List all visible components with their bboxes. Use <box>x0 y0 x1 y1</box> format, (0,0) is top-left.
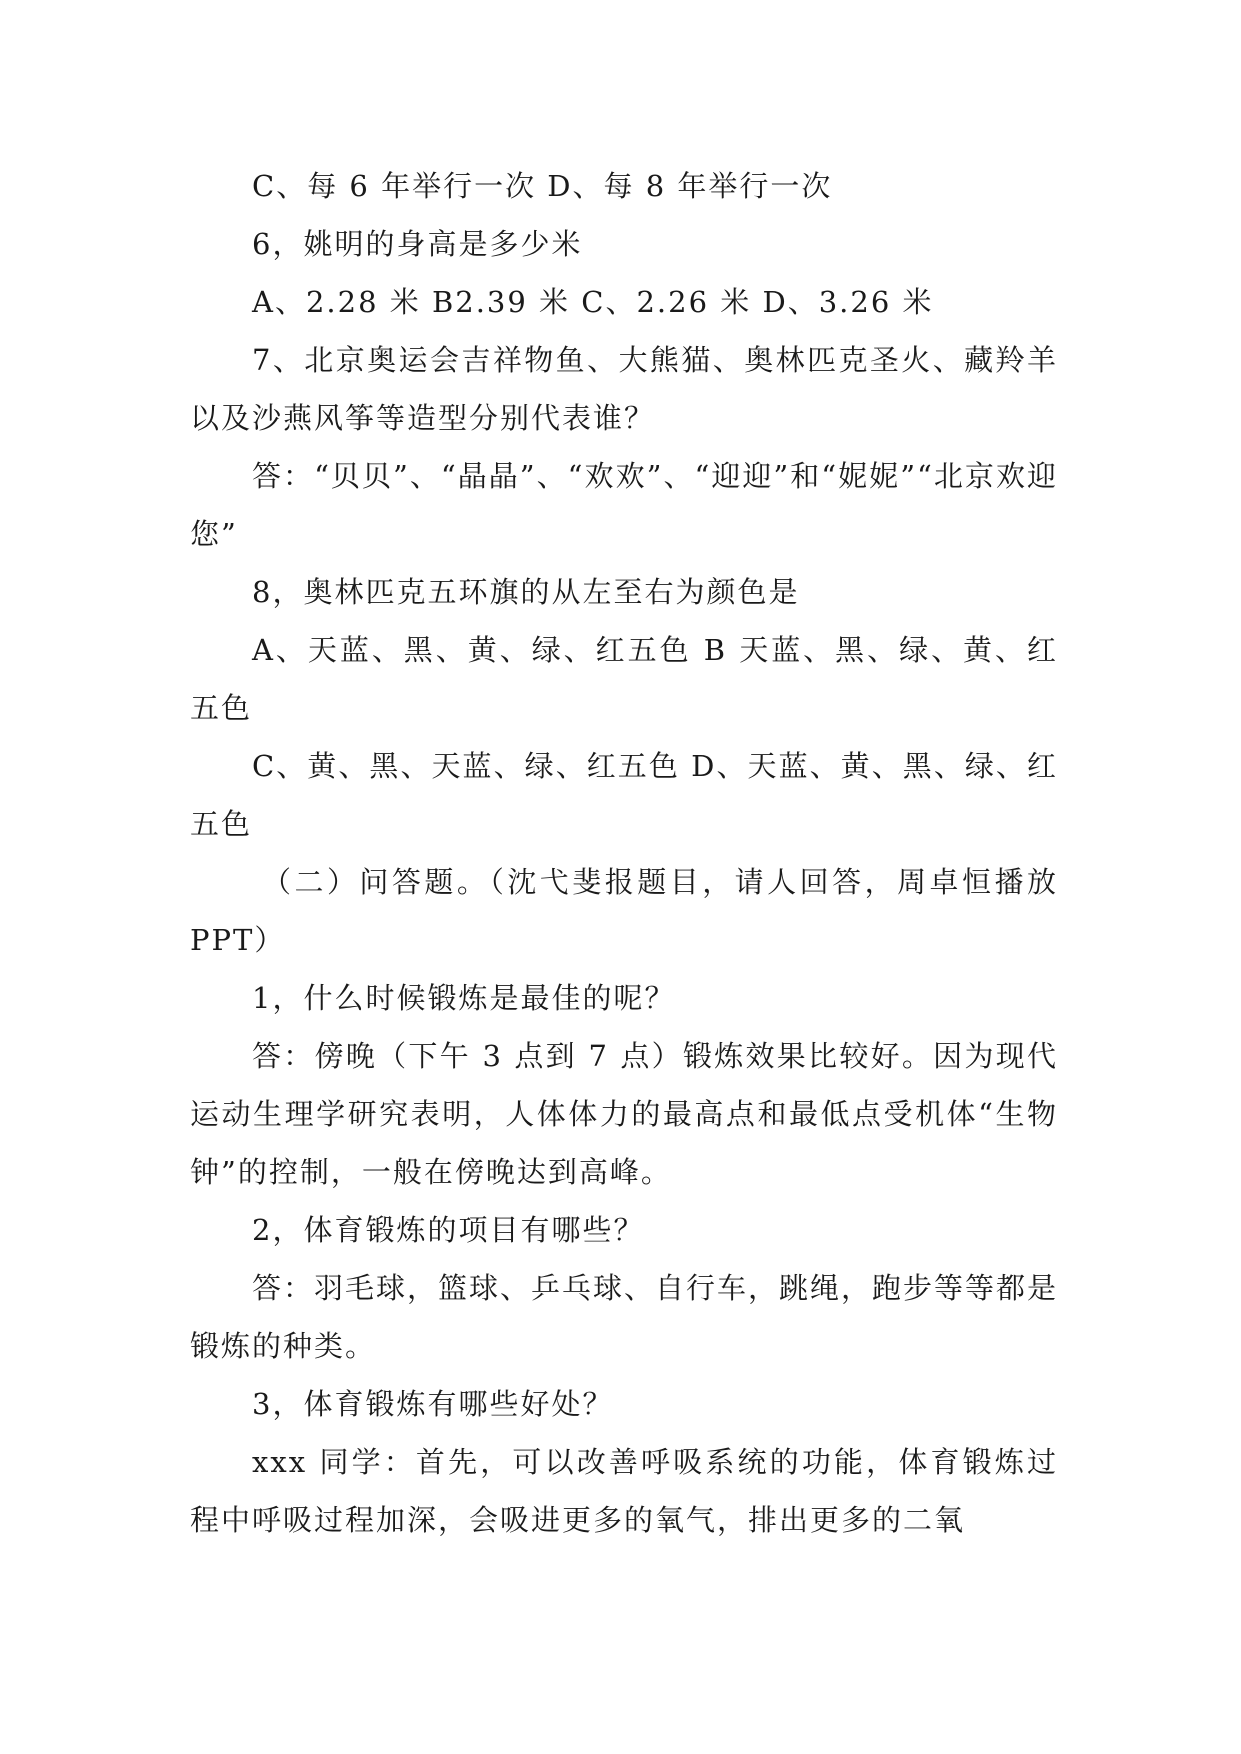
qa-question-1: 1，什么时候锻炼是最佳的呢？ <box>252 981 676 1015</box>
options-question-8-ab: A、天蓝、黑、黄、绿、红五色 B 天蓝、黑、绿、黄、红五色 <box>190 633 1058 725</box>
answer-question-7: 答：“贝贝”、“晶晶”、“欢欢”、“迎迎”和“妮妮”“北京欢迎您” <box>190 459 1058 551</box>
question-7: 7、北京奥运会吉祥物鱼、大熊猫、奥林匹克圣火、藏羚羊以及沙燕风筝等造型分别代表谁？ <box>190 343 1058 435</box>
section-heading-qa: （二）问答题。（沈弋斐报题目，请人回答，周卓恒播放 PPT） <box>190 865 1058 957</box>
options-question-6: A、2.28 米 B2.39 米 C、2.26 米 D、3.26 米 <box>252 285 934 319</box>
document-body <box>190 157 1058 1549</box>
question-8: 8，奥林匹克五环旗的从左至右为颜色是 <box>252 575 800 609</box>
question-6: 6，姚明的身高是多少米 <box>252 227 583 261</box>
qa-question-2: 2，体育锻炼的项目有哪些？ <box>252 1213 645 1247</box>
qa-answer-1: 答：傍晚（下午 3 点到 7 点）锻炼效果比较好。因为现代运动生理学研究表明，人体体力的最高点和最低点受机体“生物钟”的控制，一般在傍晚达到高峰。 <box>190 1039 1058 1189</box>
qa-answer-3: xxx 同学：首先，可以改善呼吸系统的功能，体育锻炼过程中呼吸过程加深，会吸进更多的氧气，排出更多的二氧 <box>190 1445 1058 1537</box>
options-question-8-cd: C、黄、黑、天蓝、绿、红五色 D、天蓝、黄、黑、绿、红五色 <box>190 749 1058 841</box>
option-line-cd: C、每 6 年举行一次 D、每 8 年举行一次 <box>252 169 833 203</box>
qa-question-3: 3，体育锻炼有哪些好处？ <box>252 1387 614 1421</box>
qa-answer-2: 答：羽毛球，篮球、乒乓球、自行车，跳绳，跑步等等都是锻炼的种类。 <box>190 1271 1059 1363</box>
